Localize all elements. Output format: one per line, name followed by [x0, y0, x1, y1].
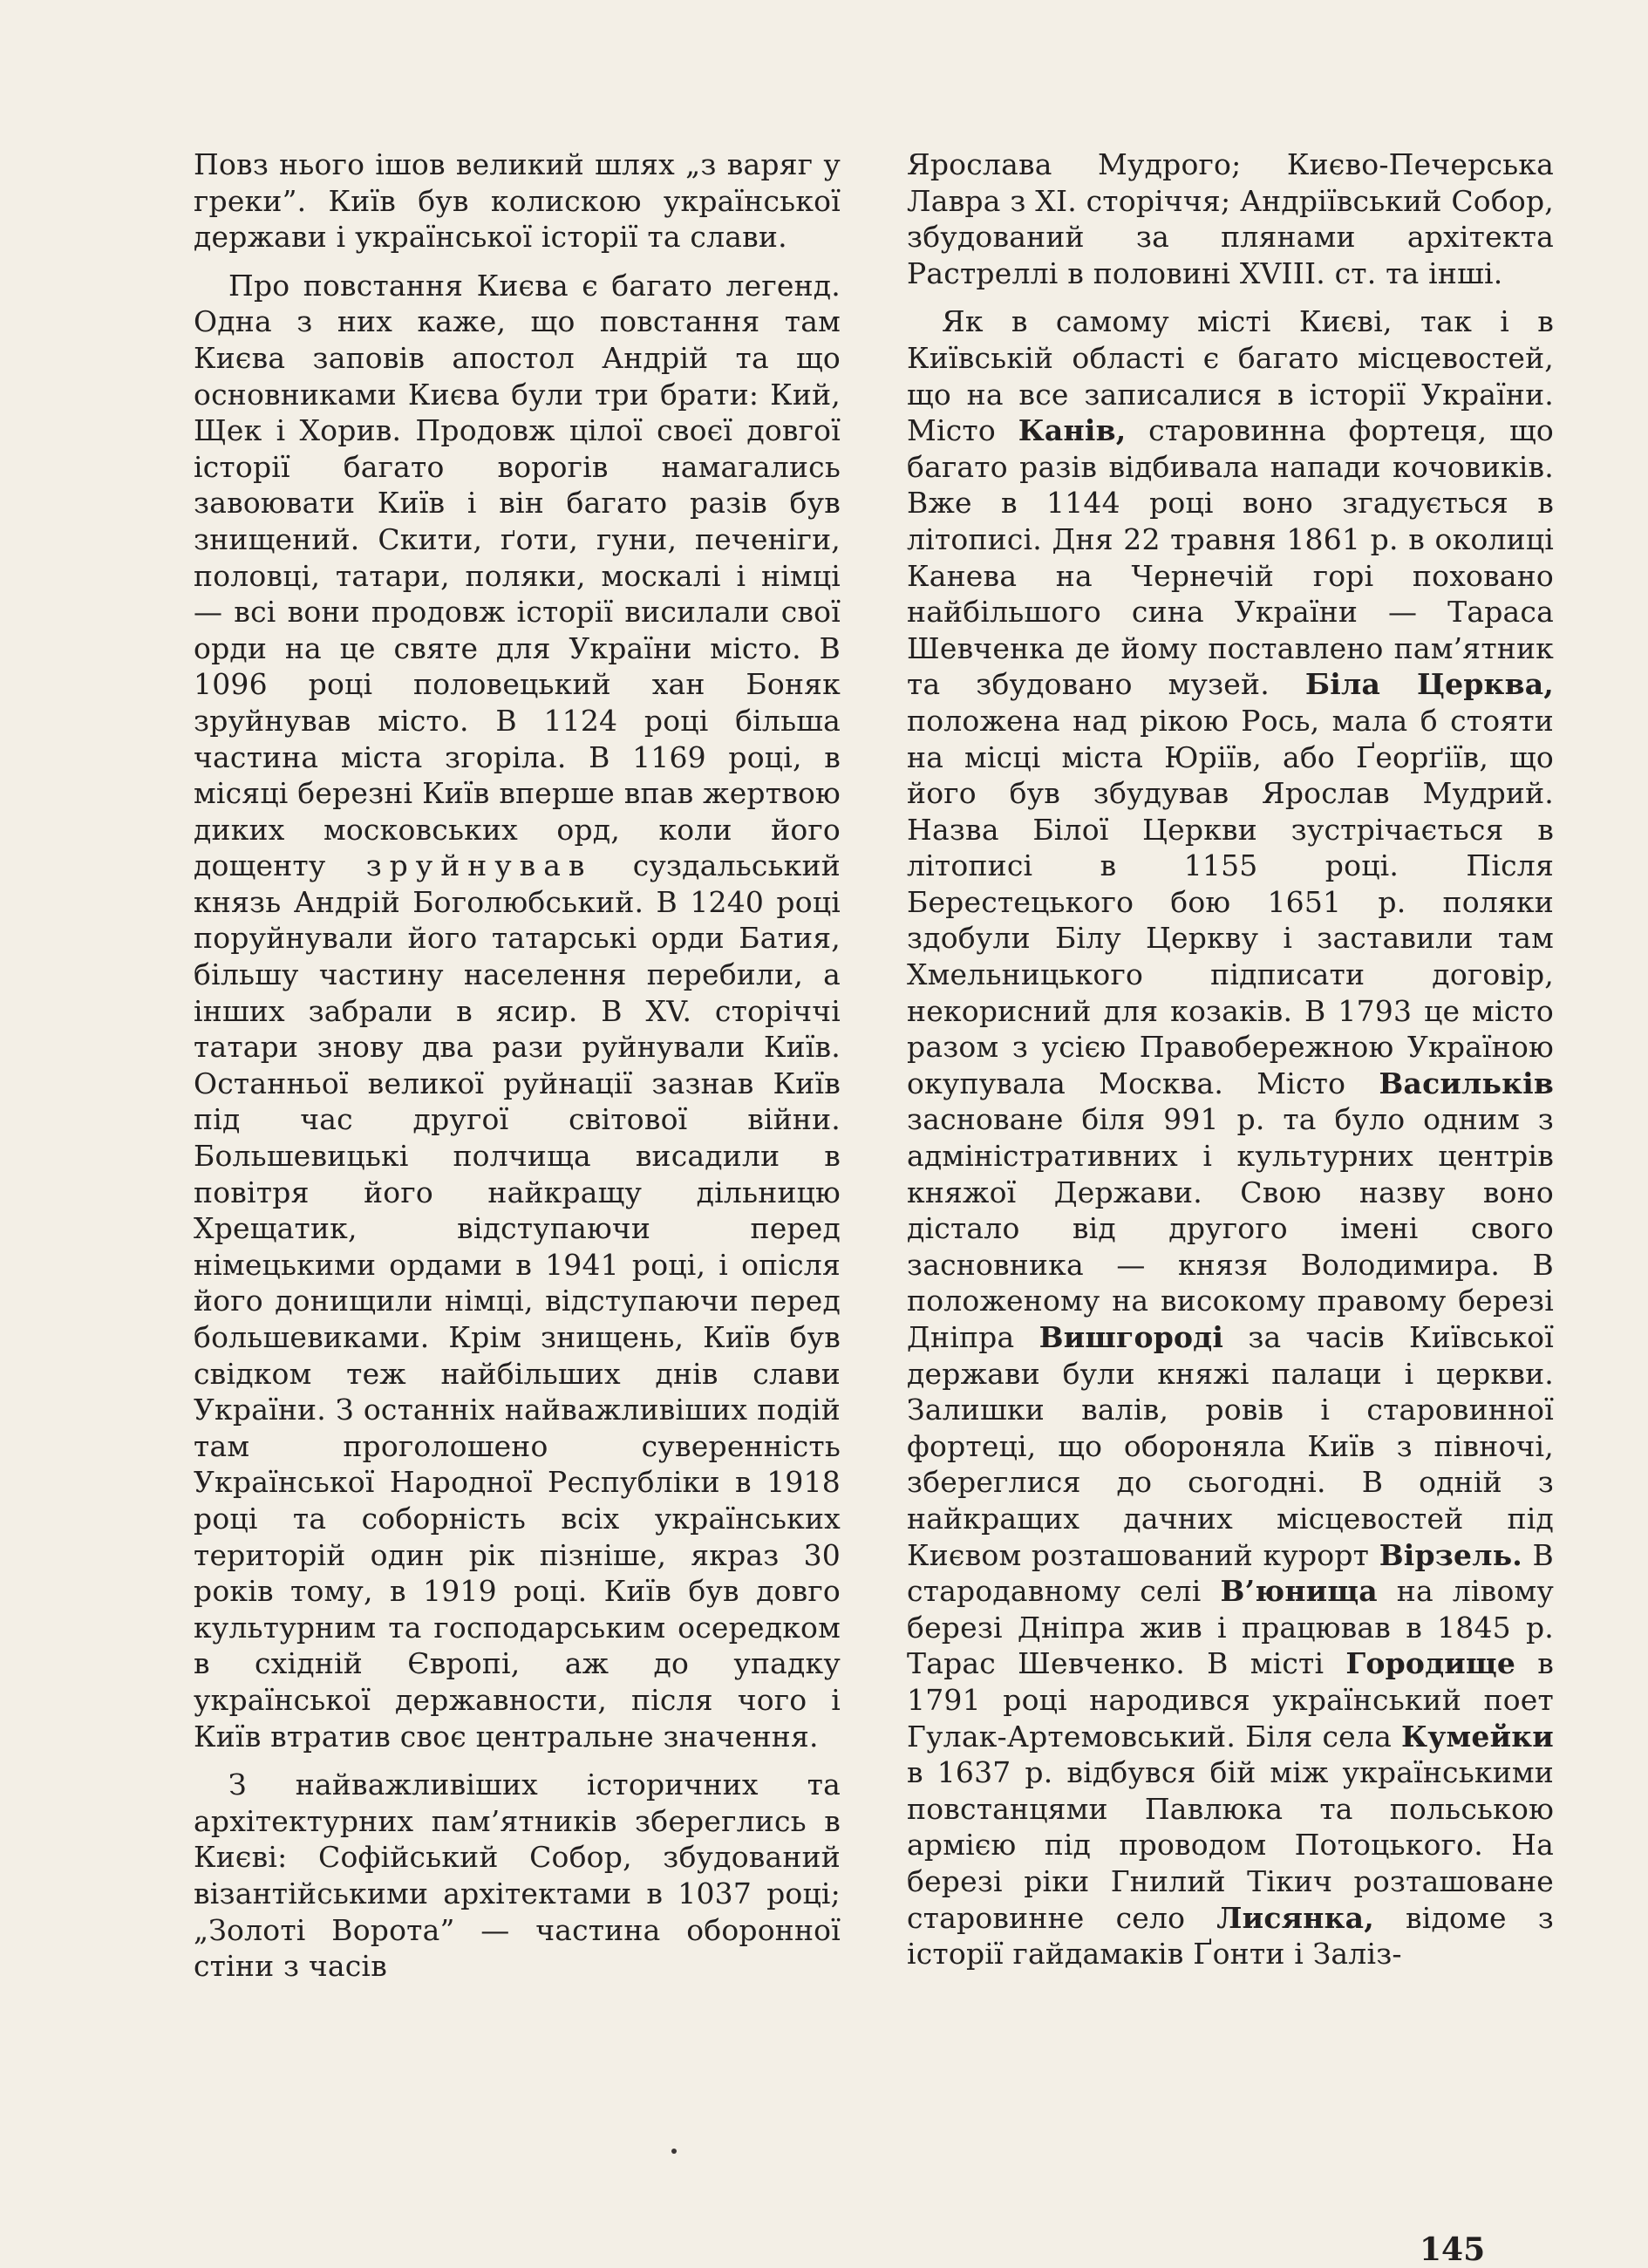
- place-name: Васильків: [1379, 1066, 1554, 1100]
- paragraph: Ярослава Мудрого; Києво-Печерська Лавра з XI. сторіччя; Андріївський Собор, збудований за плянами архітекта Растреллі в половині XVIII. ст. та інші.: [907, 147, 1554, 290]
- paragraph: Як в самому місті Києві, так і в Київській області є багато місцевостей, що на все записалися в історії України. Місто Канів, старовинна фортеця, що багато разів відбивала напади кочовиків. Вже в 1144 році воно згадується в літописі. Дня 22 травня 1861 р. в околиці Канева на Чернечій горі поховано найбільшого сина України — Тараса Шевченка де йому поставлено пам’ятник та збудовано музей. Біла Церква, положена над рікою Рось, мала б стояти на місці міста Юріїв, або Ґеорґіїв, що його був збудував Ярослав Мудрий. Назва Білої Церкви зустрічається в літописі в 1155 році. Після Берестецького бою 1651 р. поляки здобули Білу Церкву і заставили там Хмельницького підписати договір, некорисний для козаків. В 1793 це місто разом з усією Правобережною Україною окупувала Москва. Місто Васильків засноване біля 991 р. та було одним з адміністративних і культурних центрів княжої Держави. Свою назву воно дістало від другого імені свого засновника — князя Володимира. В положеному на високому правому березі Дніпра Вишгороді за часів Київської держави були княжі палаци і церкви. Залишки валів, ровів і старовинної фортеці, що обороняла Київ з півночі, збереглися до сьогодні. В одній з найкращих дачних місцевостей під Києвом розташований курорт Вірзель. В стародавному селі В’юнища на лівому березі Дніпра жив і працював в 1845 р. Тарас Шевченко. В місті Городище в 1791 році народився український поет Гулак-Артемовський. Біля села Кумейки в 1637 р. відбувся бій між українськими повстанцями Павлюка та польською армією під проводом Потоцького. На березі ріки Гнилий Тікич розташоване старовинне село Лисянка, відоме з історії гайдамаків Ґонти і Заліз-: [907, 304, 1554, 1972]
- place-name: Біла Церква,: [1304, 667, 1554, 702]
- place-name: Канів,: [1018, 413, 1127, 448]
- print-speck: [671, 2149, 677, 2154]
- page-number: 145: [1420, 2231, 1486, 2268]
- place-name: Городище: [1345, 1646, 1516, 1681]
- paragraph: Повз нього ішов великий шлях „з варяг у греки”. Київ був колискою української держави і української історії та слави.: [194, 147, 841, 255]
- spaced-emphasis: зруйнував: [365, 848, 593, 883]
- paragraph: З найважливіших історичних та архітектурних пам’ятників збереглись в Києві: Софійський Собор, збудований візантійськими архітектами в 1037 році; „Золоті Ворота” — частина оборонної стіни з часів: [194, 1767, 841, 1984]
- place-name: Кумейки: [1401, 1719, 1554, 1754]
- place-name: Вірзель.: [1379, 1537, 1522, 1572]
- place-name: Лисянка,: [1216, 1900, 1374, 1935]
- right-column: [907, 146, 1554, 1972]
- paragraph: Про повстання Києва є багато легенд. Одна з них каже, що повстання там Києва заповів апостол Андрій та що основниками Києва були три брати: Кий, Щек і Хорив. Продовж цілої своєї довгої історії багато ворогів намагались завоювати Київ і він багато разів був знищений. Скити, ґоти, гуни, печеніги, половці, татари, поляки, москалі і німці — всі вони продовж історії висилали свої орди на це святе для України місто. В 1096 році половецький хан Боняк зруйнував місто. В 1124 році більша частина міста згоріла. В 1169 році, в місяці березні Київ вперше впав жертвою диких московських орд, коли його дощенту зруйнував суздальський князь Андрій Боголюбський. В 1240 році поруйнували його татарські орди Батия, більшу частину населення перебили, а інших забрали в ясир. В XV. сторіччі татари знову два рази руйнували Київ. Останньої великої руйнації зазнав Київ під час другої світової війни. Большевицькі полчища висадили в повітря його найкращу дільницю Хрещатик, відступаючи перед німецькими ордами в 1941 році, і опісля його донищили німці, відступаючи перед большевиками. Крім знищень, Київ був свідком теж найбільших днів слави України. З останніх найважливіших подій там проголошено суверенність Української Народної Республіки в 1918 році та соборність всіх українських територій один рік пізніше, якраз 30 років тому, в 1919 році. Київ був довго культурним та господарським осередком в східній Європі, аж до упадку української державности, після чого і Київ втратив своє центральне значення.: [194, 268, 841, 1754]
- place-name: В’юнища: [1220, 1574, 1378, 1609]
- place-name: Вишгороді: [1039, 1320, 1224, 1354]
- left-column: [194, 146, 841, 1985]
